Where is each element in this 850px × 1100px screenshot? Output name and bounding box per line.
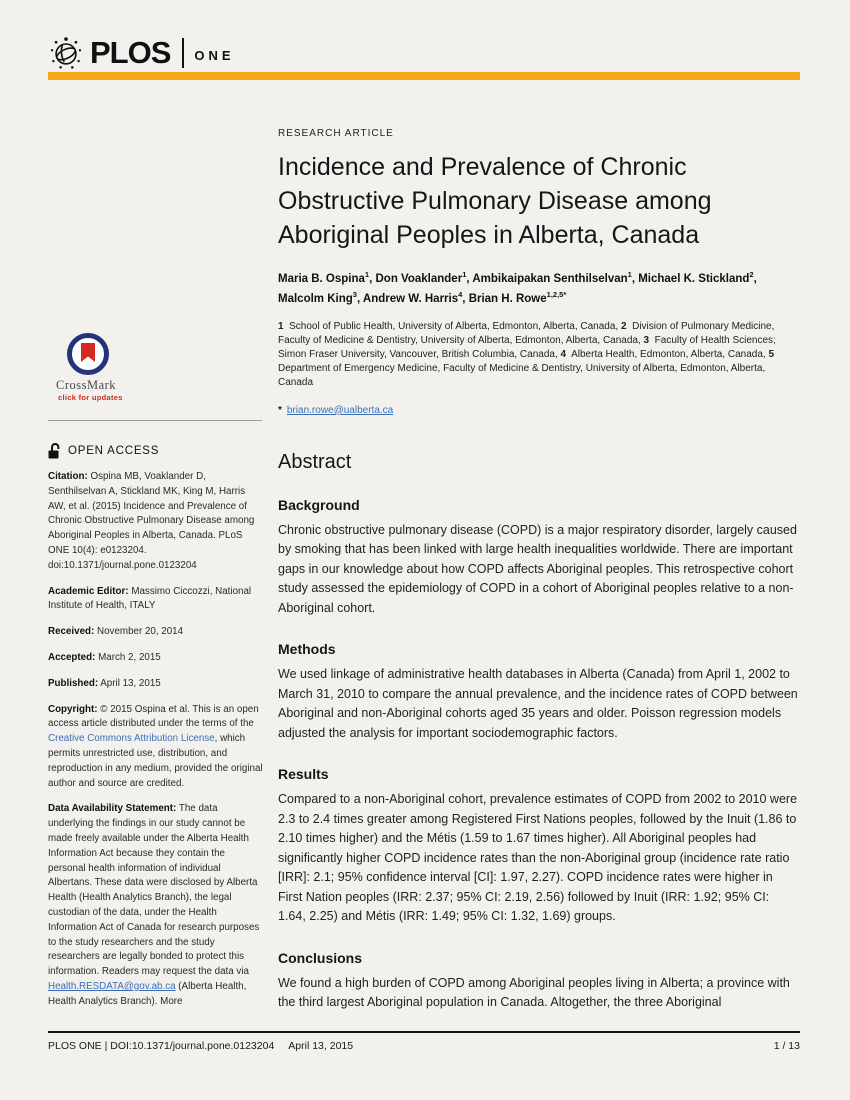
received-label: Received: [48,626,95,638]
background-heading: Background [278,496,360,513]
published-block [48,677,263,692]
affiliation: 5 Department of Emergency Medicine, Faculty of Medicine & Dentistry, University of Alberta, Edmonton, Alberta, Canada [278,348,777,388]
article-type-label: RESEARCH ARTICLE [278,128,394,139]
plos-globe-icon [48,35,84,71]
copyright-text-after: , which permits unrestricted use, distribution, and reproduction in any medium, provided the original author and source are credited. [48,733,263,789]
affiliation: 4 Alberta Health, Edmonton, Alberta, Canada, [560,348,769,360]
open-access-label: OPEN ACCESS [68,445,160,457]
accepted-block [48,651,263,666]
crossmark-sublabel: click for updates [58,393,123,402]
affiliation: 1 School of Public Health, University of Alberta, Edmonton, Alberta, Canada, [278,320,621,332]
data-availability-label: Data Availability Statement: [48,803,177,815]
author: Maria B. Ospina$^1$, [278,270,376,285]
author: Michael K. Stickland$^2$, [638,270,757,285]
abstract-heading: Abstract [278,450,352,473]
published-label: Published: [48,677,99,689]
author: Brian H. Rowe$^{1,2,5*}$ [468,289,567,305]
citation-label: Citation: [48,471,88,482]
plos-wordmark: PLOS [90,35,171,70]
copyright-block [48,703,263,792]
logo-divider [182,38,184,68]
received-date: November 20, 2014 [97,626,184,638]
crossmark-badge[interactable] [56,332,148,402]
author: Andrew W. Harris$^4$, [362,289,469,305]
corresponding-star: * [278,404,282,416]
citation-text: Ospina MB, Voaklander D, Senthilselvan A, Stickland MK, King M, Harris AW, et al. (2015) Incidence and Prevalence of Chronic Obstructive Pulmonary Disease among Aboriginal Peoples in Alberta, Canada. PLoS ONE 10(4): e0123204. doi:10.1371/journal.pone.0123204 [48,471,255,571]
affiliation-list [278,320,800,390]
crossmark-label: CrossMark [56,378,117,392]
results-text: Compared to a non-Aboriginal cohort, prevalence estimates of COPD from 2002 to 2010 were 2.3 to 2.4 times greater among Registered First Nations peoples, followed by the Inuit (1.86 to 2.10 times higher) and the Métis (1.59 to 1.67 times higher). All Aboriginal peoples had significantly higher COPD incidence rates than the non-Aboriginal group (incidence rate ratio [IRR]: 2.1; 95% confidence interval [CI]: 1.97, 2.27). COPD incidence rates were higher in First Nation peoples (IRR: 2.37; 95% CI: 2.19, 2.56) followed by Inuit (IRR: 1.92; 95% CI: 1.64, 2.25) and Métis (IRR: 1.49; 95% CI: 1.32, 1.69) groups. [278,792,798,924]
one-wordmark: ONE [194,47,235,63]
conclusions-text: We found a high burden of COPD among Aboriginal peoples living in Alberta; a province with the third largest Aboriginal population in Canada. Altogether, the three Aboriginal [278,975,790,1010]
footer-page-number: 1 / 13 [773,1040,800,1052]
data-availability-text-before: The data underlying the findings in our study cannot be made freely available under the Alberta Health Information Act because they contain the personal health information of individual Albertans. These data were disclosed by Alberta Health (Health Analytics Branch), the legal custodian of the data, under the Health Information Act of Canada for research purposes to the study researchers and the study researchers are legally bonded to protect this information. Readers may request the data via [48,803,260,978]
article-sidebar [48,332,263,1010]
data-availability-text-after: (Alberta Health, Health Analytics Branch). More [48,980,247,1007]
results-heading: Results [278,766,329,783]
citation-block [48,470,263,574]
title-line: Aboriginal Peoples in Alberta, Canada [278,221,700,249]
data-availability-block [48,802,263,1009]
author: Malcolm King$^3$, [278,289,363,305]
author: Ambikaipakan Senthilselvan$^1$, [472,270,639,285]
cc-license-link[interactable]: Creative Commons Attribution License [48,733,215,745]
title-line: Obstructive Pulmonary Disease among [278,187,712,215]
sidebar-divider [48,420,262,421]
crossmark-icon [66,332,110,376]
accepted-label: Accepted: [48,651,96,663]
affiliation: 3 Faculty of Health Sciences; Simon Fraser University, Vancouver, British Columbia, Canada, [278,334,776,360]
footer-journal-doi: PLOS ONE | DOI:10.1371/journal.pone.0123204 April 13, 2015 [48,1040,354,1052]
author-list [278,267,800,307]
methods-heading: Methods [278,641,336,658]
received-block [48,625,263,640]
corresponding-email-link[interactable]: brian.rowe@ualberta.ca [286,404,394,416]
title-line: Incidence and Prevalence of Chronic [278,153,687,181]
corresponding-author-line [278,405,800,416]
academic-editor-label: Academic Editor: [48,585,129,597]
open-access-row [48,443,263,459]
open-lock-icon [48,443,62,459]
footer-rule [48,1031,800,1033]
plos-one-logo [48,34,800,72]
article-title [278,150,800,252]
page-footer [48,1040,800,1052]
copyright-text-before: © 2015 Ospina et al. This is an open access article distributed under the terms of the [48,703,259,730]
conclusions-heading: Conclusions [278,949,363,966]
header-orange-rule [48,72,800,80]
footer-date: April 13, 2015 [288,1040,354,1052]
methods-text: We used linkage of administrative health databases in Alberta (Canada) from April 1, 2002 to March 31, 2010 to compare the annual prevalence, and the incidence rates of COPD between Aboriginal and non-Aboriginal cohorts aged 35 years and older. Poisson regression models adjusted the analysis for important sociodemographic factors. [278,667,798,740]
article-main [278,128,800,1013]
copyright-label: Copyright: [48,703,98,715]
author: Don Voaklander$^1$, [375,270,473,285]
resdata-email-link[interactable]: Health.RESDATA@gov.ab.ca [48,980,176,992]
accepted-date: March 2, 2015 [98,651,161,663]
published-date: April 13, 2015 [100,677,161,689]
background-text: Chronic obstructive pulmonary disease (COPD) is a major respiratory disorder, largely caused by smoking that has been linked with large health inequalities worldwide. There are important gaps in our knowledge about how COPD affects Aboriginal peoples. This retrospective cohort study assessed the epidemiology of COPD in a cohort of Aboriginal peoples relative to a non-Aboriginal cohort. [278,522,797,615]
journal-header [48,34,800,72]
affiliation: 2 Division of Pulmonary Medicine, Faculty of Medicine & Dentistry, University of Alberta, Edmonton, Alberta, Canada, [278,320,775,346]
academic-editor-block [48,585,263,615]
academic-editor-text: Massimo Ciccozzi, National Institute of Health, ITALY [48,585,252,612]
